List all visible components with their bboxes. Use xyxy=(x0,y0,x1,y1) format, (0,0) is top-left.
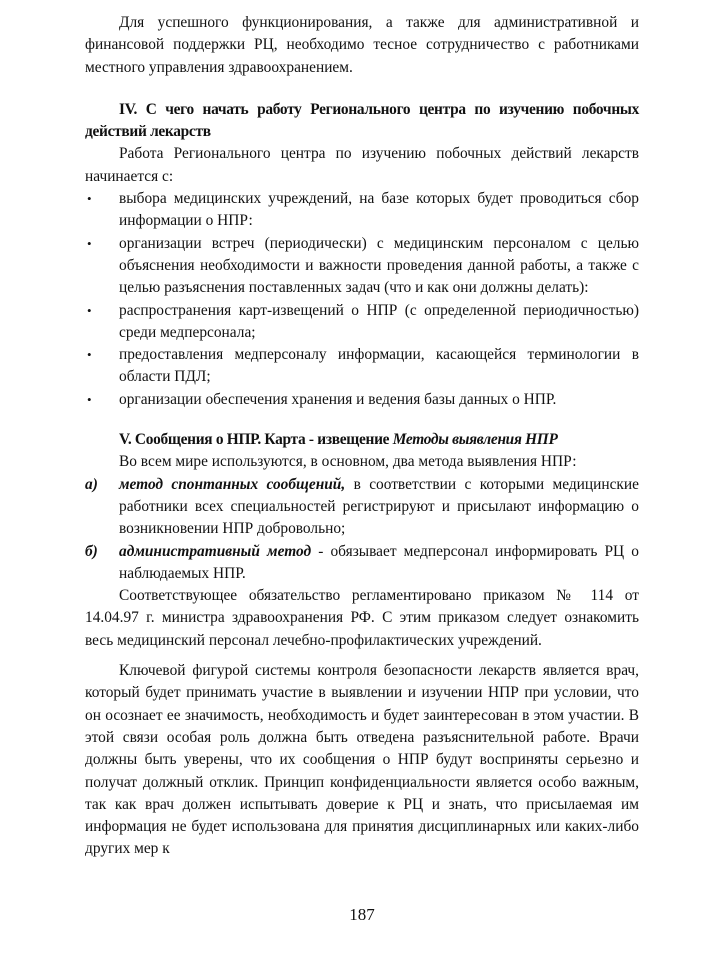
list-item: • организации обеспечения хранения и ведения базы данных о НПР. xyxy=(85,389,639,411)
methods-list xyxy=(85,474,639,585)
method-term: метод спонтанных сообщений, xyxy=(119,475,346,493)
list-item: • выбора медицинских учреждений, на базе которых будет проводиться сбор информации о НПР: xyxy=(87,190,639,230)
section-4-lead: Работа Регионального центра по изучению побочных действий лекарств начинается с: xyxy=(85,145,639,185)
doctor-paragraph: Ключевой фигурой системы контроля безопасности лекарств является врач, который будет принимать участие в выявлении и изучении НПР при условии, что он осознает ее значимость, необходимость и будет заинтересован в этом участии. В этой связи особая роль должна быть отведена разъяснительной работе. Врачи должны быть уверены, что их сообщения о НПР будут восприняты серьезно и получат должный отклик. Принцип конфиденциальности является особо важным, так как врач должен испытывать доверие к РЦ и знать, что присылаемая им информация не будет использована для принятия дисциплинарных или каких-либо других мер к xyxy=(85,662,639,858)
method-marker: б) xyxy=(85,542,98,560)
page-number: 187 xyxy=(349,905,375,924)
section-4-list xyxy=(85,188,639,411)
method-item: б) административный метод - обязывает медперсонал информировать РЦ о наблюдаемых НПР. xyxy=(85,542,639,582)
order-paragraph: Соответствующее обязательство регламентировано приказом № 114 от 14.04.97 г. министра здравоохранения РФ. С этим приказом следует ознакомить весь медицинский персонал лечебно-профилактических учреждений. xyxy=(85,587,639,649)
method-term: административный метод xyxy=(119,542,312,560)
list-item: • организации встреч (периодически) с медицинским персоналом с целью объяснения необходимости и важности проведения данной работы, а также с целью разъяснения поставленных задач (что и как они должны делать): xyxy=(87,234,639,297)
page-body xyxy=(85,12,639,861)
intro-paragraph: Для успешного функционирования, а также для административной и финансовой поддержки РЦ, необходимо тесное сотрудничество с работниками местного управления здравоохранением. xyxy=(85,14,639,76)
method-marker: а) xyxy=(85,475,98,493)
bullet-icon: • xyxy=(87,391,92,407)
list-item: • предоставления медперсоналу информации, касающейся терминологии в области ПДЛ; xyxy=(87,346,639,386)
method-item: а) метод спонтанных сообщений, в соответствии с которыми медицинские работники всех специальностей регистрируют и присылают информацию о возникновении НПР добровольно; xyxy=(85,475,639,538)
bullet-icon: • xyxy=(87,191,92,207)
bullet-icon: • xyxy=(87,235,92,251)
section-5-heading: V. Сообщения о НПР. Карта - извещение Методы выявления НПР xyxy=(119,431,558,449)
bullet-icon: • xyxy=(87,302,92,318)
section-5-lead: Во всем мире используются, в основном, два метода выявления НПР: xyxy=(119,453,577,471)
list-item: • распространения карт-извещений о НПР (с определенной периодичностью) среди медперсонала; xyxy=(87,301,639,341)
bullet-icon: • xyxy=(87,347,92,363)
section-4-heading: IV. С чего начать работу Регионального центра по изучению побочных действий лекарств xyxy=(85,100,639,141)
